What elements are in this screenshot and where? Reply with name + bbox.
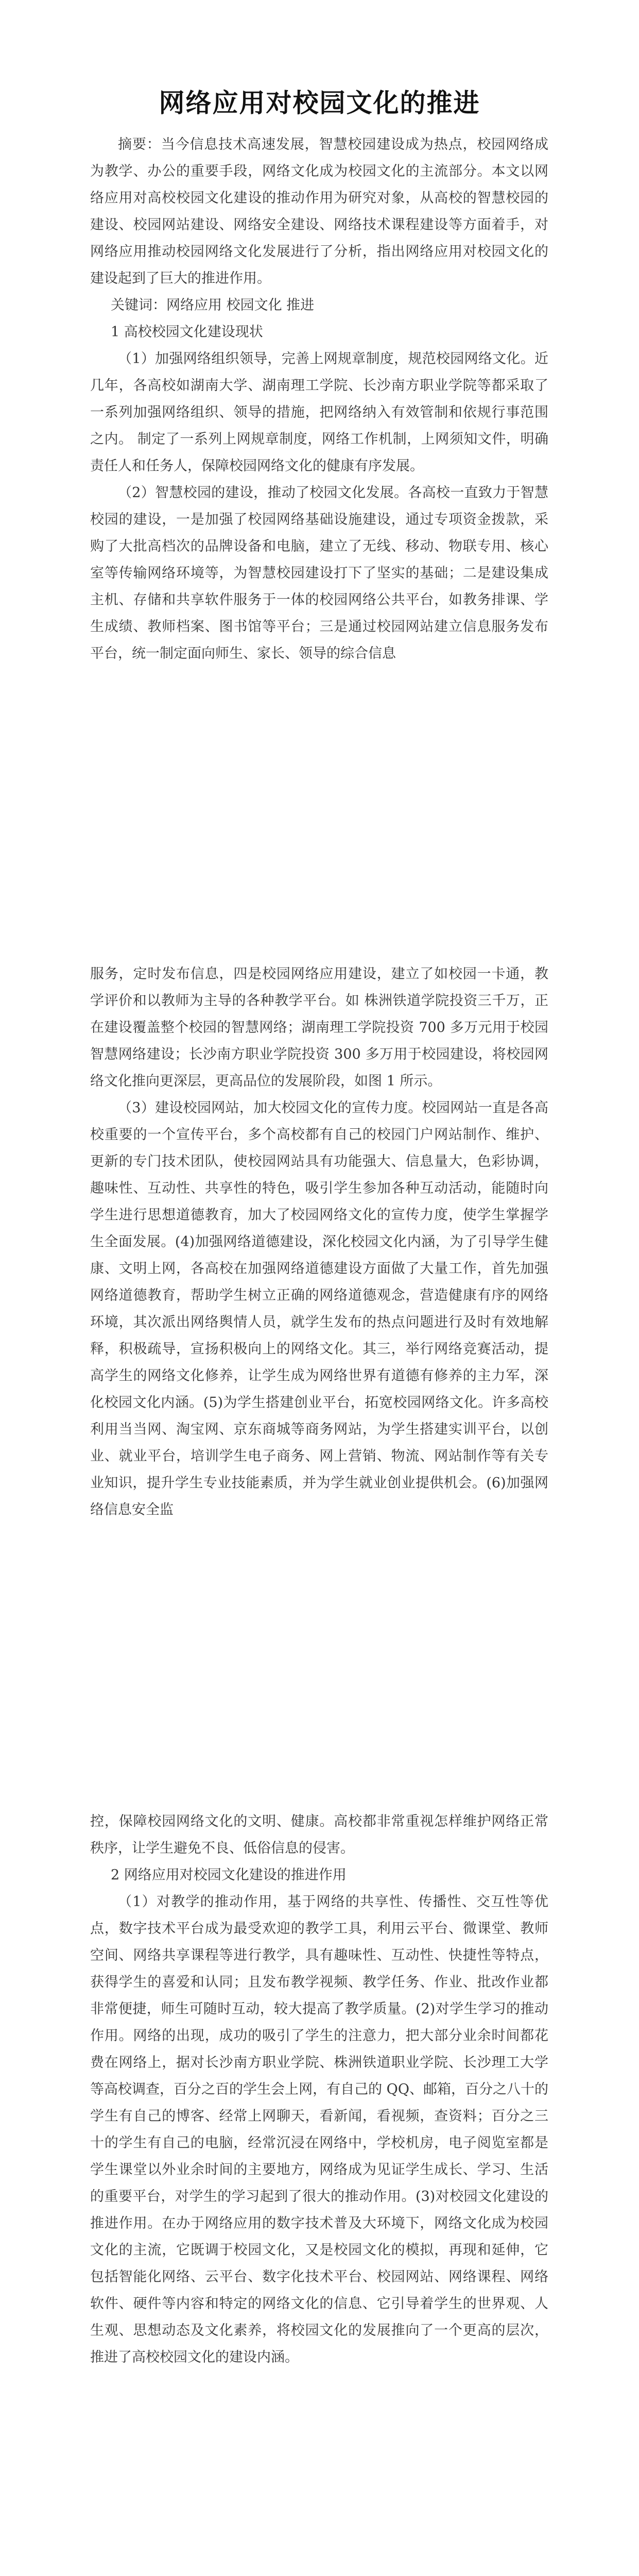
section-2-heading: 2 网络应用对校园文化建设的推进作用 xyxy=(111,1867,347,1883)
abstract-text: 摘要：当今信息技术高速发展，智慧校园建设成为热点，校园网络成为教学、办公的重要手段，网络文化成为校园文化的主流部分。本文以网络应用对高校校园文化建设的推动作用为研究对象，从高校的智慧校园的建设、校园网站建设、网络安全建设、网络技术课程建设等方面着手，对网络应用推动校园网络文化发展进行了分析，指出网络应用对校园文化的建设起到了巨大的推进作用。 xyxy=(90,137,548,286)
section-1-paragraph-3a: （3）建设校园网站，加大校园文化的宣传力度。校园网站一直是各高校重要的一个宣传平台，多个高校都有自己的校园门户网站制作、维护、更新的专门技术团队，使校园网站具有功能强大、信息量大，色彩协调，趣味性、互动性、共享性的特色，吸引学生参加各种互动活动，能随时向学生进行思想道德教育，加大了校园网络文化的宣传力度，使学生掌握学生全面发展。(4)加强网络道德建设，深化校园文化内涵，为了引导学生健康、文明上网，各高校在加强网络道德建设方面做了大量工作，首先加强网络道德教育，帮助学生树立正确的网络道德观念，营造健康有序的网络环境，其次派出网络舆情人员，就学生发布的热点问题进行及时有效地解释，积极疏导，宣扬积极向上的网络文化。其三，举行网络竞赛活动，提高学生的网络文化修养，让学生成为网络世界有道德有修养的主力军，深化校园文化内涵。(5)为学生搭建创业平台，拓宽校园网络文化。许多高校利用当当网、淘宝网、京东商城等商务网站，为学生搭建实训平台，以创业、就业平台，培训学生电子商务、网上营销、物流、网站制作等有关专业知识，提升学生专业技能素质，并为学生就业创业提供机会。(6)加强网络信息安全监 xyxy=(90,1100,548,1518)
section-1-heading: 1 高校校园文化建设现状 xyxy=(111,324,263,340)
section-1-paragraph-1: （1）加强网络组织领导，完善上网规章制度，规范校园网络文化。近几年，各高校如湖南大学、湖南理工学院、长沙南方职业学院等都采取了一系列加强网络组织、领导的措施，把网络纳入有效管制和依规行事范围之内。 制定了一系列上网规章制度，网络工作机制，上网须知文件，明确责任人和任务人，保障校园网络文化的健康有序发展。 xyxy=(90,351,548,474)
section-1-paragraph-2a: （2）智慧校园的建设，推动了校园文化发展。各高校一直致力于智慧校园的建设，一是加强了校园网络基础设施建设，通过专项资金拨款，采购了大批高档次的品牌设备和电脑，建立了无线、移动、物联专用、核心室等传输网络环境等，为智慧校园建设打下了坚实的基础；二是建设集成主机、存储和共享软件服务于一体的校园网络公共平台，如教务排课、学生成绩、教师档案、图书馆等平台；三是通过校园网站建立信息服务发布平台，统一制定面向师生、家长、领导的综合信息 xyxy=(90,485,548,662)
keywords-line: 关键词：网络应用 校园文化 推进 xyxy=(111,297,315,313)
section-1-paragraph-3b: 控，保障校园网络文化的文明、健康。高校都非常重视怎样维护网络正常秩序，让学生避免不良、低俗信息的侵害。 xyxy=(90,1814,548,1856)
paper-title: 网络应用对校园文化的推进 xyxy=(159,88,480,118)
section-2-block xyxy=(90,1808,548,2371)
abstract-block xyxy=(90,131,548,667)
section-1-paragraph-2b: 服务，定时发布信息，四是校园网络应用建设，建立了如校园一卡通，教学评价和以教师为主导的各种教学平台。如 株洲铁道学院投资三千万，正在建设覆盖整个校园的智慧网络；湖南理工学院投资 700 多万元用于校园智慧网络建设；长沙南方职业学院投资 300 多万用于校园建设，将校园网络文化推向更深层，更高品位的发展阶段，如图 1 所示。 xyxy=(90,966,548,1089)
section-1-continued xyxy=(90,961,548,1523)
section-2-paragraph-1: （1）对教学的推动作用，基于网络的共享性、传播性、交互性等优点，数字技术平台成为最受欢迎的教学工具，利用云平台、微课堂、教师空间、网络共享课程等进行教学，具有趣味性、互动性、快捷性等特点，获得学生的喜爱和认同；且发布教学视频、教学任务、作业、批改作业都非常便捷，师生可随时互动，较大提高了教学质量。(2)对学生学习的推动作用。网络的出现，成功的吸引了学生的注意力，把大部分业余时间都花费在网络上，据对长沙南方职业学院、株洲铁道职业学院、长沙理工大学等高校调查，百分之百的学生会上网，有自己的 QQ、邮箱，百分之八十的学生有自己的博客、经常上网聊天，看新闻，看视频，查资料；百分之三十的学生有自己的电脑，经常沉浸在网络中，学校机房，电子阅览室都是学生课堂以外业余时间的主要地方，网络成为见证学生成长、学习、生活的重要平台，对学生的学习起到了很大的推动作用。(3)对校园文化建设的推进作用。在办于网络应用的数字技术普及大环境下，网络文化成为校园文化的主流，它既调于校园文化，又是校园文化的模拟，再现和延伸，它包括智能化网络、云平台、数字化技术平台、校园网站、网络课程、网络软件、硬件等内容和特定的网络文化的信息、它引导着学生的世界观、人生观、思想动态及文化素养，将校园文化的发展推向了一个更高的层次，推进了高校校园文化的建设内涵。 xyxy=(90,1894,548,2365)
